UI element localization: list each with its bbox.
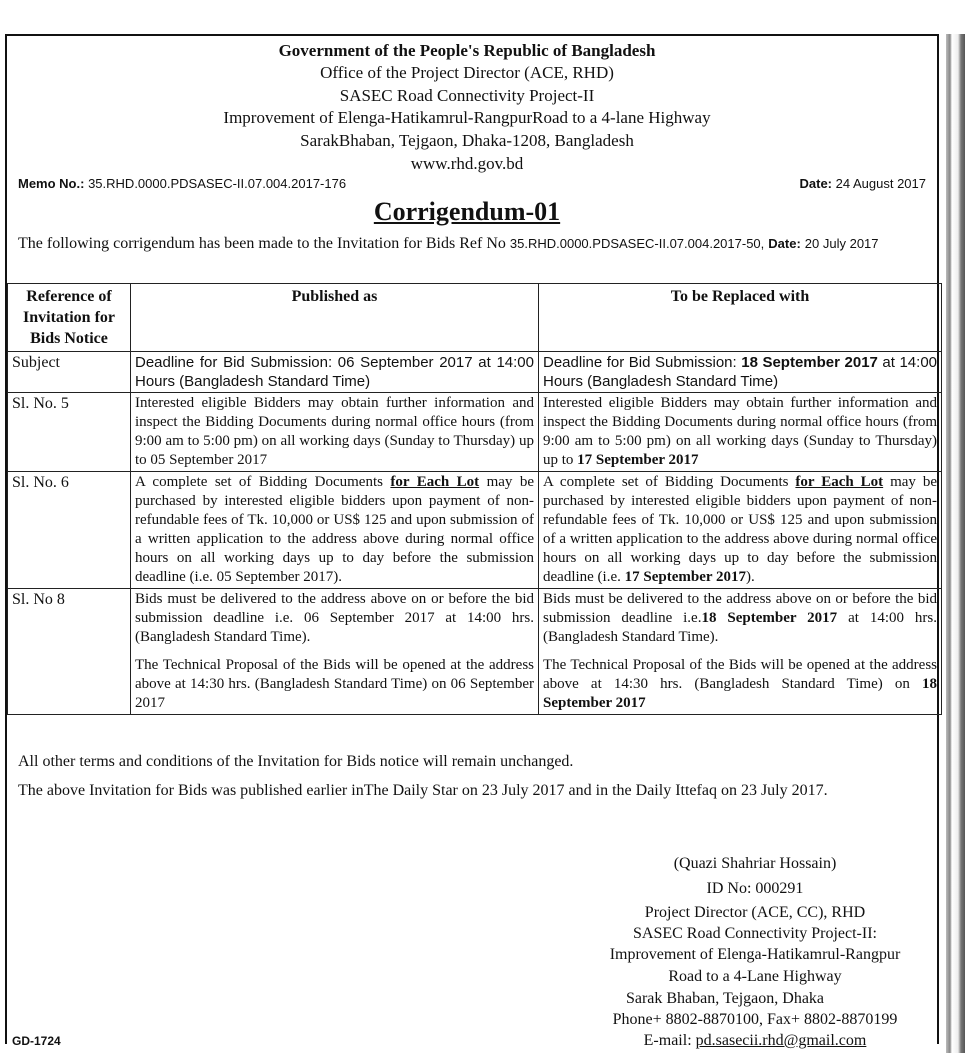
row-sl6-pub-end: ). bbox=[333, 569, 343, 585]
row-subject-replaced bbox=[539, 352, 942, 393]
row-sl6-replaced bbox=[539, 472, 942, 589]
row-sl8-ref: Sl. No 8 bbox=[8, 589, 131, 656]
publication-note: The above Invitation for Bids was published earlier inThe Daily Star on 23 July 2017 and in the Daily Ittefaq on 23 July 2017. bbox=[18, 782, 828, 799]
table-row-subject bbox=[8, 352, 942, 393]
signatory-name: (Quazi Shahriar Hossain) bbox=[673, 855, 837, 872]
unchanged-note: All other terms and conditions of the Invitation for Bids notice will remain unchanged. bbox=[18, 753, 574, 770]
row-sl8-published-a: Bids must be delivered to the address above on or before the bid submission deadline i.e. 06 September 2017 at 14:00 hrs. (Bangladesh Standard Time). bbox=[131, 589, 539, 656]
memo-date-label: Date: bbox=[799, 176, 833, 191]
row-sl8-rep-a-pre: Bids must be delivered to the address above on or before the bid submission deadline i.e. bbox=[543, 591, 937, 626]
row-sl5-replaced-bold: 17 September 2017 bbox=[577, 452, 699, 468]
row-sl6-rep-mid: may be purchased by interested eligible bidders upon payment of non-refundable fees of Tk. 10,000 or US$ 125 and upon submission of a written application to the address above during normal office hours on all working days up to day before the submission deadline (i.e. bbox=[543, 474, 937, 585]
header-improvement: Improvement of Elenga-Hatikamrul-RangpurRoad to a 4-lane Highway bbox=[223, 108, 711, 127]
signatory-email-line bbox=[560, 1032, 950, 1050]
table-row-sl8b bbox=[8, 655, 942, 715]
signatory-improvement: Improvement of Elenga-Hatikamrul-Rangpur bbox=[609, 946, 901, 963]
row-sl6-pub-lot: for Each Lot bbox=[390, 474, 480, 490]
memo-label: Memo No.: bbox=[18, 176, 85, 191]
memo-date-value: 24 August 2017 bbox=[835, 176, 926, 191]
signatory-id bbox=[560, 879, 950, 899]
page-title: Corrigendum-01 bbox=[373, 197, 561, 226]
intro-date-label: Date: bbox=[768, 236, 801, 251]
table-header-row bbox=[8, 284, 942, 352]
table-row-sl8a bbox=[8, 589, 942, 656]
header-address: SarakBhaban, Tejgaon, Dhaka-1208, Bangladesh bbox=[300, 131, 634, 150]
row-subject-replaced-pre: Deadline for Bid Submission: bbox=[543, 354, 742, 371]
row-sl6-pub-mid: may be purchased by interested eligible bidders upon payment of non-refundable fees of Tk. 10,000 or US$ 125 and upon submission of a written application to the address above during normal office hours on all working days up to day before the submission deadline (i.e. bbox=[135, 474, 534, 585]
row-subject-replaced-bold: 18 September 2017 bbox=[741, 354, 878, 371]
intro-ref: 35.RHD.0000.PDSASEC-II.07.004.2017-50, bbox=[509, 236, 765, 251]
row-sl5-replaced-pre: Interested eligible Bidders may obtain further information and inspect the Bidding Documents during normal office hours (from 9:00 am to 5:00 pm) on all working days (Sunday to Thursday) up to bbox=[543, 395, 937, 468]
row-sl6-rep-end: ). bbox=[746, 569, 755, 585]
page-edge-strip bbox=[946, 34, 965, 1053]
row-sl5-ref: Sl. No. 5 bbox=[8, 393, 131, 472]
header-published: Published as bbox=[131, 284, 539, 352]
row-sl6-published bbox=[131, 472, 539, 589]
signatory-email-link[interactable]: pd.sasecii.rhd@gmail.com bbox=[695, 1032, 867, 1049]
row-sl6-rep-pre: A complete set of Bidding Documents bbox=[543, 474, 796, 490]
header-reference: Reference of Invitation for Bids Notice bbox=[8, 284, 131, 352]
intro-text: The following corrigendum has been made to the Invitation for Bids Ref No bbox=[18, 235, 506, 252]
row-sl6-rep-lot: for Each Lot bbox=[795, 474, 884, 490]
gd-code: GD-1724 bbox=[12, 1034, 61, 1048]
table-row-sl5 bbox=[8, 393, 942, 472]
signatory-id-label: ID No bbox=[706, 880, 747, 897]
row-sl8-replaced-b bbox=[539, 655, 942, 715]
row-subject-published: Deadline for Bid Submission: 06 September 2017 at 14:00 Hours (Bangladesh Standard Time) bbox=[131, 352, 539, 393]
signatory-road: Road to a 4-Lane Highway bbox=[668, 968, 842, 985]
memo-date bbox=[800, 175, 927, 193]
memo-number bbox=[18, 175, 346, 193]
row-sl8-rep-a-post: at 14:00 hrs. (Bangladesh Standard Time). bbox=[543, 610, 937, 645]
memo-value: 35.RHD.0000.PDSASEC-II.07.004.2017-176 bbox=[88, 176, 347, 191]
memo-row bbox=[18, 175, 926, 193]
row-subject-replaced-post: at 14:00 Hours (Bangladesh Standard Time) bbox=[543, 354, 938, 390]
header-office: Office of the Project Director (ACE, RHD) bbox=[320, 63, 614, 82]
signatory-project: SASEC Road Connectivity Project-II: bbox=[633, 925, 877, 942]
signatory-phone: Phone+ 8802-8870100, Fax+ 8802-8870199 bbox=[612, 1011, 898, 1028]
row-sl6-rep-date: 17 September 2017 bbox=[624, 569, 747, 585]
signatory-title: Project Director (ACE, CC), RHD bbox=[644, 904, 866, 921]
row-sl8-rep-a-bold: 18 September 2017 bbox=[701, 610, 838, 626]
row-sl6-pub-pre: A complete set of Bidding Documents bbox=[135, 474, 391, 490]
row-sl8-rep-b-bold: 18 September 2017 bbox=[543, 676, 937, 711]
row-sl5-published: Interested eligible Bidders may obtain further information and inspect the Bidding Documents during normal office hours (from 9:00 am to 5:00 pm) on all working days (Sunday to Thursday) up to 05 September 2017 bbox=[131, 393, 539, 472]
row-sl6-pub-date: 05 September 2017 bbox=[216, 569, 334, 585]
row-sl5-replaced bbox=[539, 393, 942, 472]
table-row-sl6 bbox=[8, 472, 942, 589]
header-website: www.rhd.gov.bd bbox=[410, 154, 524, 173]
row-sl8-replaced-a bbox=[539, 589, 942, 656]
intro-date-value: 20 July 2017 bbox=[804, 236, 879, 251]
row-sl8-rep-b-pre: The Technical Proposal of the Bids will be opened at the address above at 14:30 hrs. (Bangladesh Standard Time) on bbox=[543, 657, 937, 692]
row-sl8-published-b: The Technical Proposal of the Bids will be opened at the address above at 14:30 hrs. (Bangladesh Standard Time) on 06 September 2017 bbox=[131, 655, 539, 715]
signatory-address: Sarak Bhaban, Tejgaon, Dhaka bbox=[625, 990, 825, 1007]
row-subject-ref: Subject bbox=[8, 352, 131, 393]
header-project: SASEC Road Connectivity Project-II bbox=[339, 86, 595, 105]
intro-paragraph bbox=[18, 235, 924, 253]
signatory-email-label: E-mail: bbox=[643, 1032, 696, 1049]
row-sl6-ref: Sl. No. 6 bbox=[8, 472, 131, 589]
row-sl8-ref-cont bbox=[8, 655, 131, 715]
corrigendum-table bbox=[7, 283, 942, 715]
header-replaced: To be Replaced with bbox=[539, 284, 942, 352]
header-government: Government of the People's Republic of Bangladesh bbox=[278, 41, 656, 60]
signatory-id-value: : 000291 bbox=[746, 880, 804, 897]
